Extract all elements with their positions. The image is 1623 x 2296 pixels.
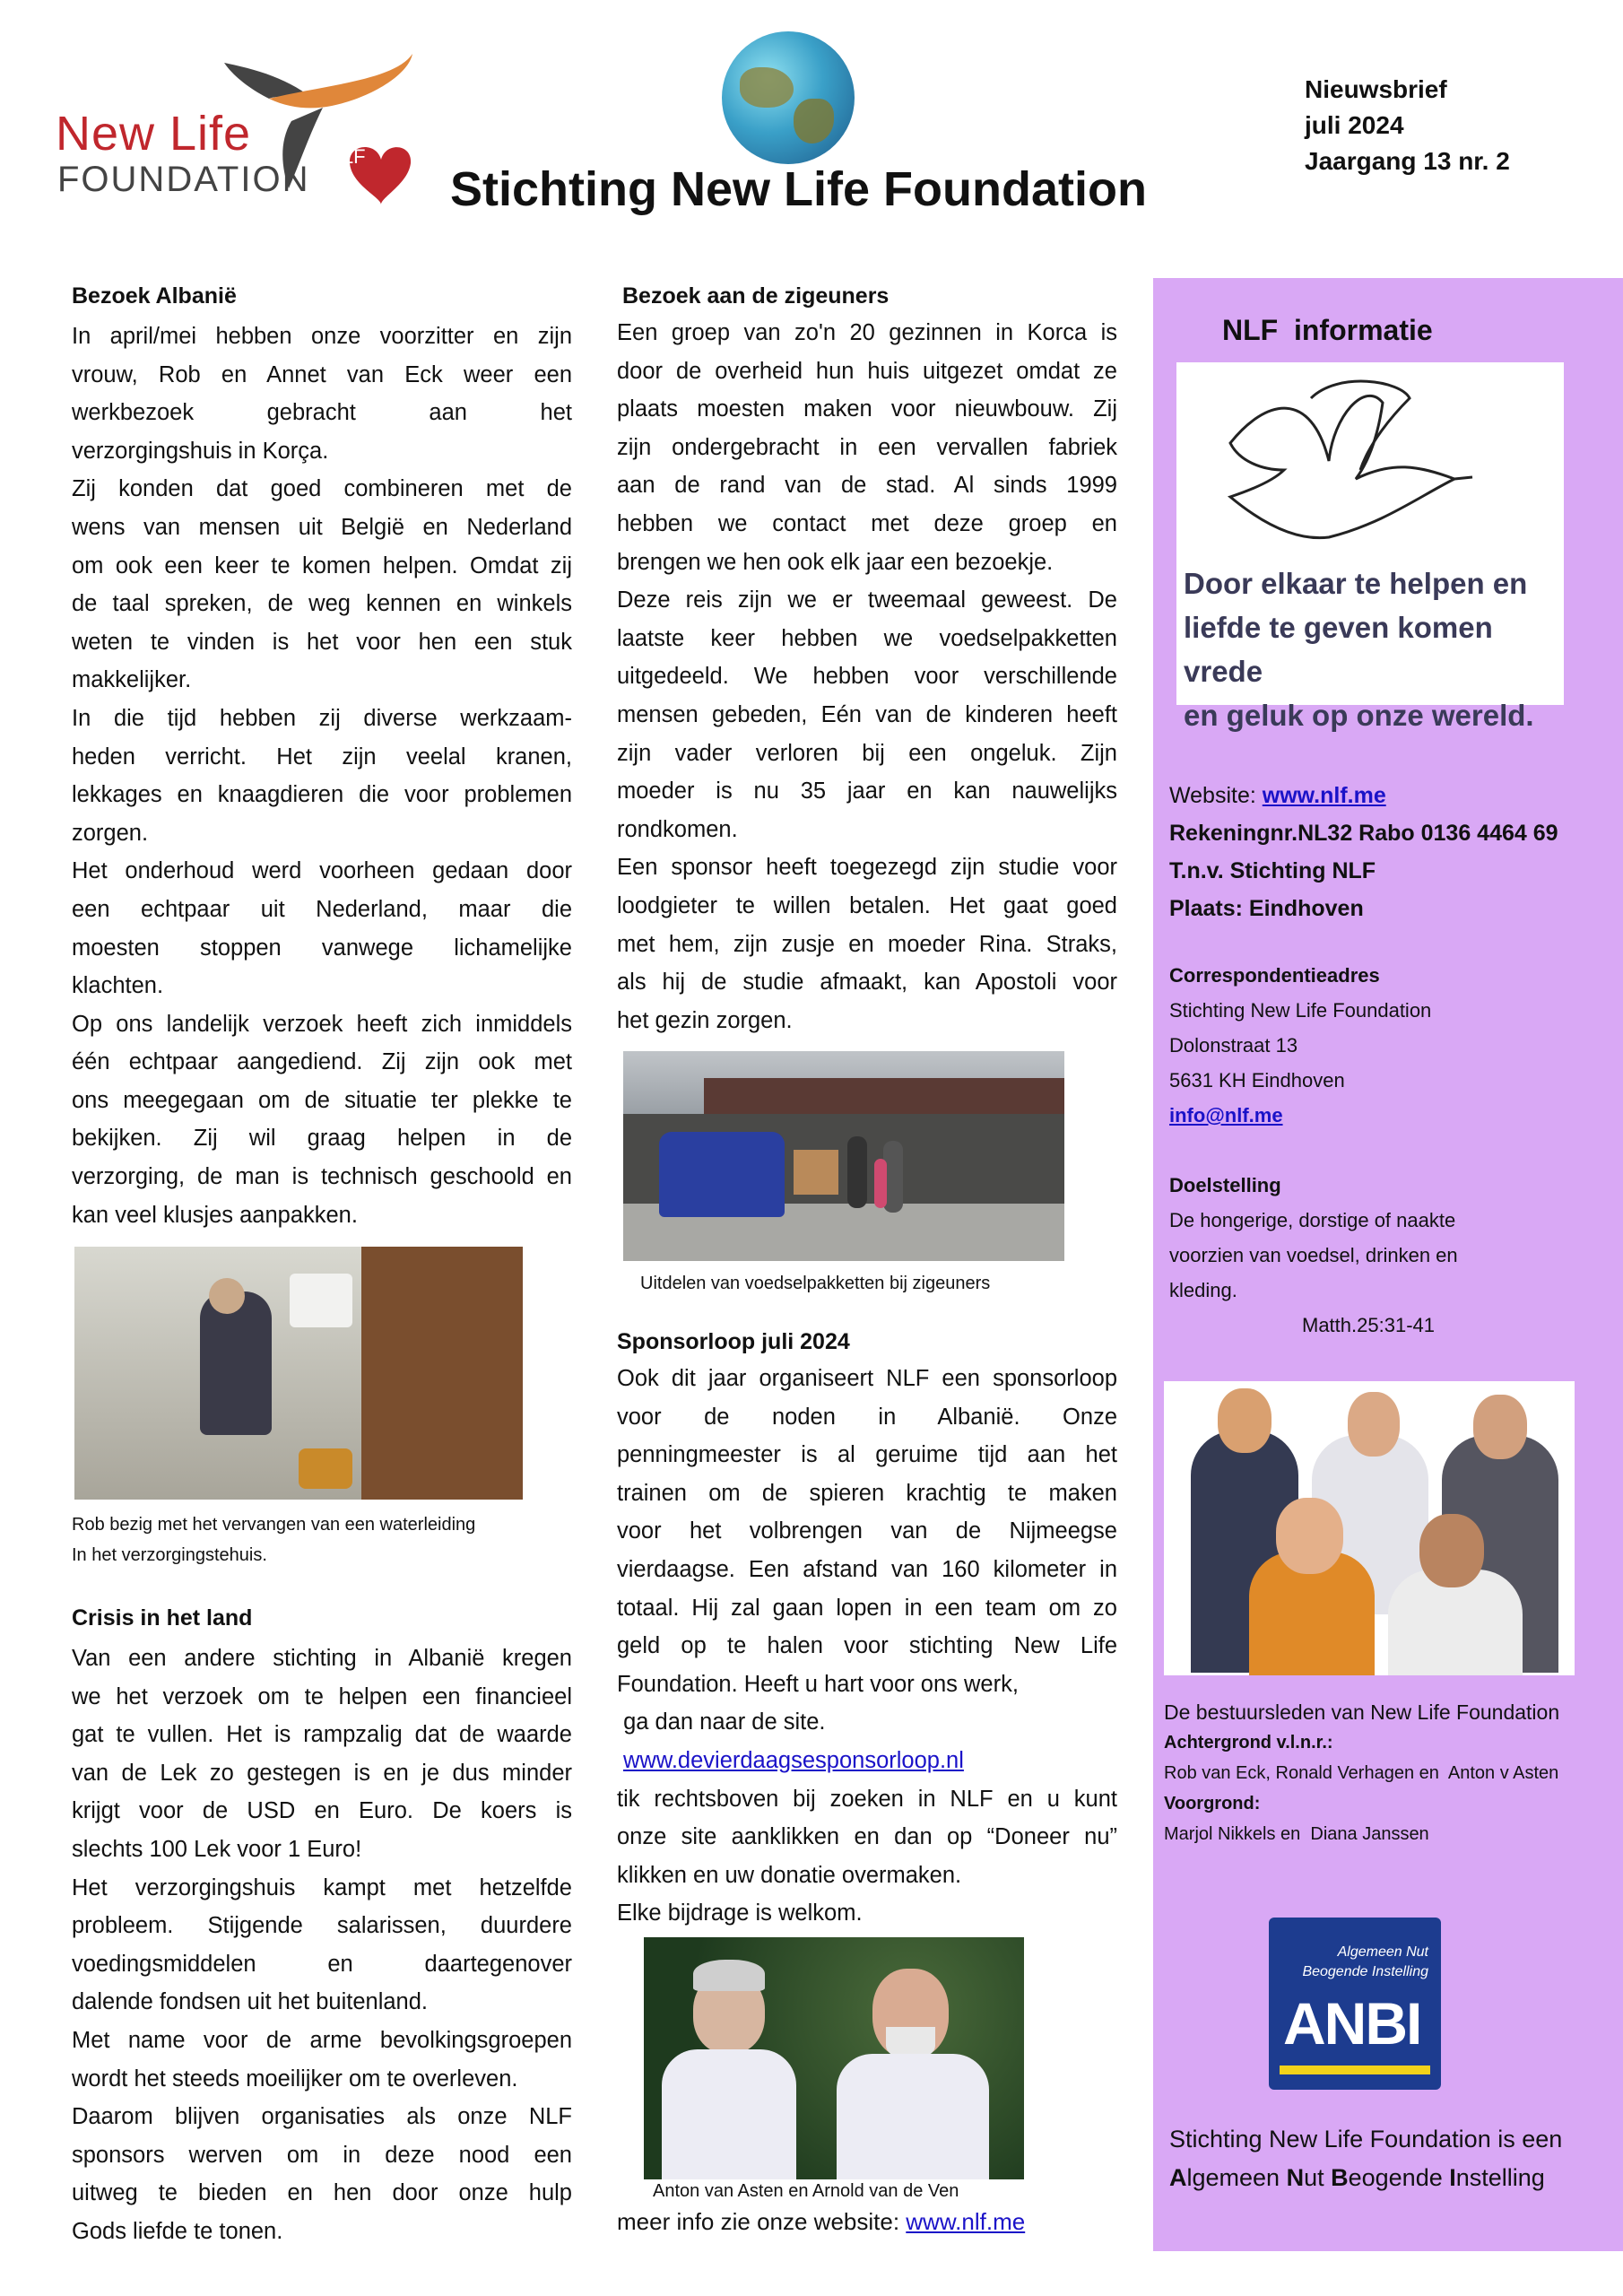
sponsorloop-link[interactable]: www.devierdaagsesponsorloop.nl xyxy=(623,1747,964,1773)
bezoek-albanie-line: Op ons landelijk verzoek heeft zich inmiddels xyxy=(72,1011,572,1037)
crisis-line: voedingsmiddelen en daartegenover xyxy=(72,1951,572,1977)
zigeuners-line: brengen we hen ook elk jaar een bezoekje. xyxy=(617,549,1054,575)
goal-block xyxy=(1169,1168,1458,1343)
sponsorloop-line: voor het volbrengen van de Nijmeegse xyxy=(617,1518,1117,1544)
sponsorloop-line: voor de noden in Albanië. Onze xyxy=(617,1404,1117,1430)
correspondence-name: Stichting New Life Foundation xyxy=(1169,999,1432,1022)
zigeuners-line: hebben we contact met deze groep en xyxy=(617,510,1117,536)
account-number: Rekeningnr.NL32 Rabo 0136 4464 69 xyxy=(1169,821,1558,846)
bezoek-albanie-line: een echtpaar uit Nederland, maar die xyxy=(72,896,572,922)
heading-sponsorloop: Sponsorloop juli 2024 xyxy=(617,1329,850,1354)
contact-block xyxy=(1169,777,1558,927)
correspondence-street: Dolonstraat 13 xyxy=(1169,1034,1298,1057)
zigeuners-line: met hem, zijn zusje en moeder Rina. Straks, xyxy=(617,931,1117,957)
sponsorloop-line: totaal. Hij zal gaan lopen in een team om zo xyxy=(617,1595,1117,1621)
anbi-n: N xyxy=(1286,2164,1305,2191)
slogan-line-2: liefde te geven komen vrede xyxy=(1184,611,1493,688)
more-info-link[interactable]: www.nlf.me xyxy=(906,2208,1026,2235)
bezoek-albanie-line: makkelijker. xyxy=(72,667,192,693)
board-fg-names: Marjol Nikkels en Diana Janssen xyxy=(1164,1824,1429,1844)
crisis-line: Van een andere stichting in Albanië kregen xyxy=(72,1646,572,1671)
bezoek-albanie-line: Het onderhoud werd voorheen gedaan door xyxy=(72,858,572,884)
anbi-line-2 xyxy=(1169,2159,1562,2197)
sponsorloop-line: Foundation. Heeft u hart voor ons werk, xyxy=(617,1671,1019,1697)
slogan-line-3: en geluk op onze wereld. xyxy=(1184,699,1534,732)
board-bg-heading: Achtergrond v.l.n.r.: xyxy=(1164,1733,1333,1752)
correspondence-heading: Correspondentieadres xyxy=(1169,964,1380,987)
crisis-line: dalende fondsen uit het buitenland. xyxy=(72,1989,428,2015)
article-bezoek-albanie xyxy=(72,317,572,1234)
zigeuners-line: Een groep van zo'n 20 gezinnen in Korca is xyxy=(617,320,1117,345)
logo-text-new-life: New Life xyxy=(56,107,252,161)
photo-anton-arnold xyxy=(644,1937,1024,2179)
bezoek-albanie-line: werkbezoek gebracht aan het xyxy=(72,400,572,426)
logo-text-foundation: FOUNDATION xyxy=(57,160,310,199)
crisis-line: Het verzorgingshuis kampt met hetzelfde xyxy=(72,1874,572,1900)
goal-line-1: De hongerige, dorstige of naakte xyxy=(1169,1209,1456,1231)
correspondence-block xyxy=(1169,958,1431,1133)
board-caption: De bestuursleden van New Life Foundation xyxy=(1164,1700,1560,1724)
more-info-text: meer info zie onze website: xyxy=(617,2208,907,2235)
zigeuners-line: uitgedeeld. We hebben voor verschillende xyxy=(617,664,1117,690)
goal-line-2: voorzien van voedsel, drinken en xyxy=(1169,1244,1458,1266)
sponsorloop-line: trainen om de spieren krachtig te maken xyxy=(617,1480,1117,1506)
dove-icon xyxy=(1176,362,1564,569)
bezoek-albanie-line: om ook een keer te komen helpen. Omdat zij xyxy=(72,552,572,578)
anbi-small-2: Beogende Instelling xyxy=(1302,1964,1428,1979)
anbi-eogende: eogende xyxy=(1348,2164,1450,2191)
caption-anton-arnold: Anton van Asten en Arnold van de Ven xyxy=(653,2181,959,2201)
globe-icon xyxy=(722,31,855,164)
sponsorloop-line: vierdaagse. Een afstand van 160 kilometer in xyxy=(617,1556,1117,1582)
goal-line-3: kleding. xyxy=(1169,1279,1237,1301)
heading-zigeuners: Bezoek aan de zigeuners xyxy=(622,283,890,309)
sponsorloop-end-line: onze site aanklikken en dan op “Doneer nu” xyxy=(617,1824,1117,1850)
bezoek-albanie-line: ons meegegaan om de situatie ter plekke te xyxy=(72,1087,572,1113)
crisis-line: probleem. Stijgende salarissen, duurdere xyxy=(72,1913,572,1939)
more-info xyxy=(617,2208,1025,2236)
article-crisis xyxy=(72,1639,572,2251)
zigeuners-line: door de overheid hun huis uitgezet omdat ze xyxy=(617,358,1117,384)
slogan-text xyxy=(1184,561,1564,737)
caption-rob-line1: Rob bezig met het vervangen van een waterleiding xyxy=(72,1515,476,1535)
bezoek-albanie-line: verzorging, de man is technisch geschoold en xyxy=(72,1164,572,1190)
zigeuners-line: zijn ondergebracht in een vervallen fabriek xyxy=(617,434,1117,460)
bezoek-albanie-line: wens van mensen uit België en Nederland xyxy=(72,514,572,540)
sidebar-title: NLF informatie xyxy=(1222,314,1433,346)
bezoek-albanie-line: bekijken. Zij wil graag helpen in de xyxy=(72,1126,572,1152)
photo-board-members xyxy=(1164,1381,1575,1675)
zigeuners-line: als hij de studie afmaakt, kan Apostoli voor xyxy=(617,970,1117,996)
zigeuners-line: moeder is nu 35 jaar en kan nauwelijks xyxy=(617,778,1117,804)
anbi-line-1: Stichting New Life Foundation is een xyxy=(1169,2126,1563,2152)
zigeuners-line: Een sponsor heeft toegezegd zijn studie voor xyxy=(617,855,1117,881)
bezoek-albanie-line: lekkages en knaagdieren die voor problemen xyxy=(72,782,572,808)
bezoek-albanie-line: Zij konden dat goed combineren met de xyxy=(72,476,572,502)
zigeuners-line: plaats moesten maken voor nieuwbouw. Zij xyxy=(617,396,1117,422)
board-fg-heading: Voorgrond: xyxy=(1164,1794,1261,1813)
heading-bezoek-albanie: Bezoek Albanië xyxy=(72,283,237,309)
crisis-line: Met name voor de arme bevolkingsgroepen xyxy=(72,2027,572,2053)
anbi-nstelling: nstelling xyxy=(1455,2164,1545,2191)
bezoek-albanie-line: verzorgingshuis in Korça. xyxy=(72,438,329,464)
bezoek-albanie-line: vrouw, Rob en Annet van Eck weer een xyxy=(72,361,572,387)
sponsorloop-end-line: tik rechtsboven bij zoeken in NLF en u kunt xyxy=(617,1786,1117,1812)
bezoek-albanie-line: moesten stoppen vanwege lichamelijke xyxy=(72,935,572,961)
board-caption-block xyxy=(1164,1697,1559,1849)
crisis-line: van de Lek zo gestegen is en je dus minder xyxy=(72,1760,572,1786)
goal-heading: Doelstelling xyxy=(1169,1174,1281,1196)
crisis-line: sponsors werven om in deze nood een xyxy=(72,2142,572,2168)
website-row xyxy=(1169,777,1558,814)
anbi-b: B xyxy=(1331,2164,1349,2191)
zigeuners-line: rondkomen. xyxy=(617,816,738,842)
sponsorloop-line: Ook dit jaar organiseert NLF een sponsorloop xyxy=(617,1366,1117,1391)
anbi-small-1: Algemeen Nut xyxy=(1337,1944,1428,1960)
crisis-line: gat te vullen. Het is rampzalig dat de waarde xyxy=(72,1722,572,1748)
board-bg-names: Rob van Eck, Ronald Verhagen en Anton v Asten xyxy=(1164,1763,1559,1783)
article-zigeuners xyxy=(617,314,1117,1039)
heading-crisis: Crisis in het land xyxy=(72,1605,253,1631)
website-link[interactable]: www.nlf.me xyxy=(1262,783,1386,808)
crisis-line: Daarom blijven organisaties als onze NLF xyxy=(72,2104,572,2130)
slogan-box xyxy=(1176,362,1564,732)
anbi-lgemeen: lgemeen xyxy=(1186,2164,1287,2191)
anbi-a: A xyxy=(1169,2164,1187,2191)
newsletter-label: Nieuwsbrief xyxy=(1305,75,1447,103)
zigeuners-line: loodgieter te willen betalen. Het gaat goed xyxy=(617,892,1117,918)
newsletter-volume: Jaargang 13 nr. 2 xyxy=(1305,147,1510,175)
newsletter-info xyxy=(1305,72,1510,179)
anbi-ut: ut xyxy=(1304,2164,1332,2191)
bezoek-albanie-line: kan veel klusjes aanpakken. xyxy=(72,1202,358,1228)
account-place: Plaats: Eindhoven xyxy=(1169,896,1364,921)
bezoek-albanie-line: de taal spreken, de weg kennen en winkels xyxy=(72,591,572,617)
bezoek-albanie-line: heden verricht. Het zijn veelal kranen, xyxy=(72,744,572,770)
nlf-logo xyxy=(54,45,430,215)
bezoek-albanie-line: In april/mei hebben onze voorzitter en zijn xyxy=(72,324,572,349)
article-sponsorloop xyxy=(617,1360,1117,1933)
bezoek-albanie-line: In die tijd hebben zij diverse werkzaam- xyxy=(72,705,572,731)
slogan-line-1: Door elkaar te helpen en xyxy=(1184,567,1528,600)
site-line: ga dan naar de site. xyxy=(617,1709,826,1735)
anbi-statement xyxy=(1169,2120,1562,2197)
bezoek-albanie-line: zorgen. xyxy=(72,820,149,846)
correspondence-city: 5631 KH Eindhoven xyxy=(1169,1069,1345,1091)
sponsorloop-line: geld op te halen voor stichting New Life xyxy=(617,1633,1117,1659)
crisis-line: slechts 100 Lek voor 1 Euro! xyxy=(72,1836,362,1862)
anbi-text: ANBI xyxy=(1283,1990,1421,2057)
sponsorloop-end-line: klikken en uw donatie overmaken. xyxy=(617,1862,962,1888)
zigeuners-line: mensen gebeden, Eén van de kinderen heeft xyxy=(617,701,1117,727)
page-title: Stichting New Life Foundation xyxy=(450,162,1147,216)
sponsorloop-end-line: Elke bijdrage is welkom. xyxy=(617,1900,863,1926)
crisis-line: we het verzoek om te helpen een financieel xyxy=(72,1683,572,1709)
crisis-line: krijgt voor de USD en Euro. De koers is xyxy=(72,1798,572,1824)
goal-reference: Matth.25:31-41 xyxy=(1302,1314,1435,1336)
crisis-line: wordt het steeds moeilijker om te overleven. xyxy=(72,2066,518,2092)
zigeuners-line: laatste keer hebben we voedselpakketten xyxy=(617,625,1117,651)
photo-rob-waterleiding xyxy=(74,1247,523,1500)
zigeuners-line: zijn vader verloren bij een ongeluk. Zijn xyxy=(617,740,1117,766)
logo-badge: NLF xyxy=(328,145,366,168)
website-label: Website: xyxy=(1169,783,1263,808)
zigeuners-line: aan de rand van de stad. Al sinds 1999 xyxy=(617,473,1117,499)
bezoek-albanie-line: weten te vinden is het voor hen een stuk xyxy=(72,629,572,655)
zigeuners-line: het gezin zorgen. xyxy=(617,1007,793,1033)
caption-voedselpakketten: Uitdelen van voedselpakketten bij zigeuners xyxy=(640,1274,991,1293)
bezoek-albanie-line: klachten. xyxy=(72,973,164,999)
crisis-line: Gods liefde te tonen. xyxy=(72,2218,283,2244)
anbi-i: I xyxy=(1449,2164,1456,2191)
anbi-logo xyxy=(1269,1918,1441,2090)
zigeuners-line: Deze reis zijn we er tweemaal geweest. De xyxy=(617,587,1117,613)
caption-rob xyxy=(72,1509,475,1570)
bezoek-albanie-line: één echtpaar aangediend. Zij zijn ook met xyxy=(72,1049,572,1075)
newsletter-date: juli 2024 xyxy=(1305,111,1404,139)
crisis-line: uitweg te bieden en hen door onze hulp xyxy=(72,2180,572,2206)
sponsorloop-line: penningmeester is al geruime tijd aan het xyxy=(617,1442,1117,1468)
caption-rob-line2: In het verzorgingstehuis. xyxy=(72,1545,267,1565)
email-link[interactable]: info@nlf.me xyxy=(1169,1104,1283,1126)
account-holder: T.n.v. Stichting NLF xyxy=(1169,858,1376,883)
photo-voedselpakketten xyxy=(623,1051,1064,1261)
